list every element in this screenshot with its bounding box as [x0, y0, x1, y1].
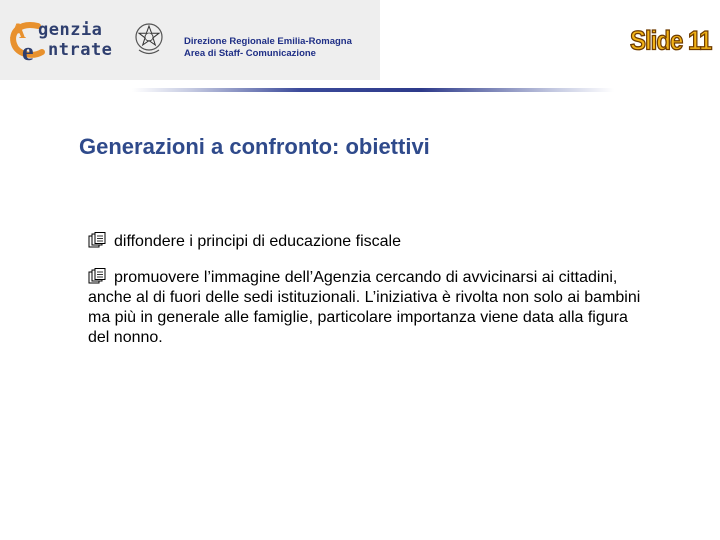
bullet-text: diffondere i principi di educazione fiscale — [114, 233, 401, 250]
slide-number-badge: Slide 11 — [630, 26, 712, 57]
notepad-icon — [88, 268, 106, 284]
bullet-item — [88, 268, 644, 348]
agenzia-entrate-logo — [8, 14, 133, 66]
bullet-list — [88, 232, 644, 364]
logo-word-ntrate: ntrate — [48, 40, 113, 60]
italian-emblem-icon — [134, 20, 164, 58]
logo-word-genzia: genzia — [38, 20, 103, 40]
notepad-icon — [88, 232, 106, 248]
header-divider — [132, 88, 614, 92]
bullet-text: promuovere l’immagine dell’Agenzia cercando di avvicinarsi ai cittadini, anche al di fuori delle sedi istituzionali. L’iniziativa è rivolta non solo ai bambini ma più in generale alle famiglie, particolare importanza viene data alla figura del nonno. — [88, 269, 641, 346]
svg-text:A: A — [10, 18, 26, 43]
bullet-item — [88, 232, 644, 252]
slide-title: Generazioni a confronto: obiettivi — [79, 134, 430, 159]
department-line-1: Direzione Regionale Emilia-Romagna — [184, 36, 352, 47]
svg-text:e: e — [22, 37, 34, 66]
department-line-2: Area di Staff- Comunicazione — [184, 48, 316, 59]
department-label — [184, 36, 352, 60]
